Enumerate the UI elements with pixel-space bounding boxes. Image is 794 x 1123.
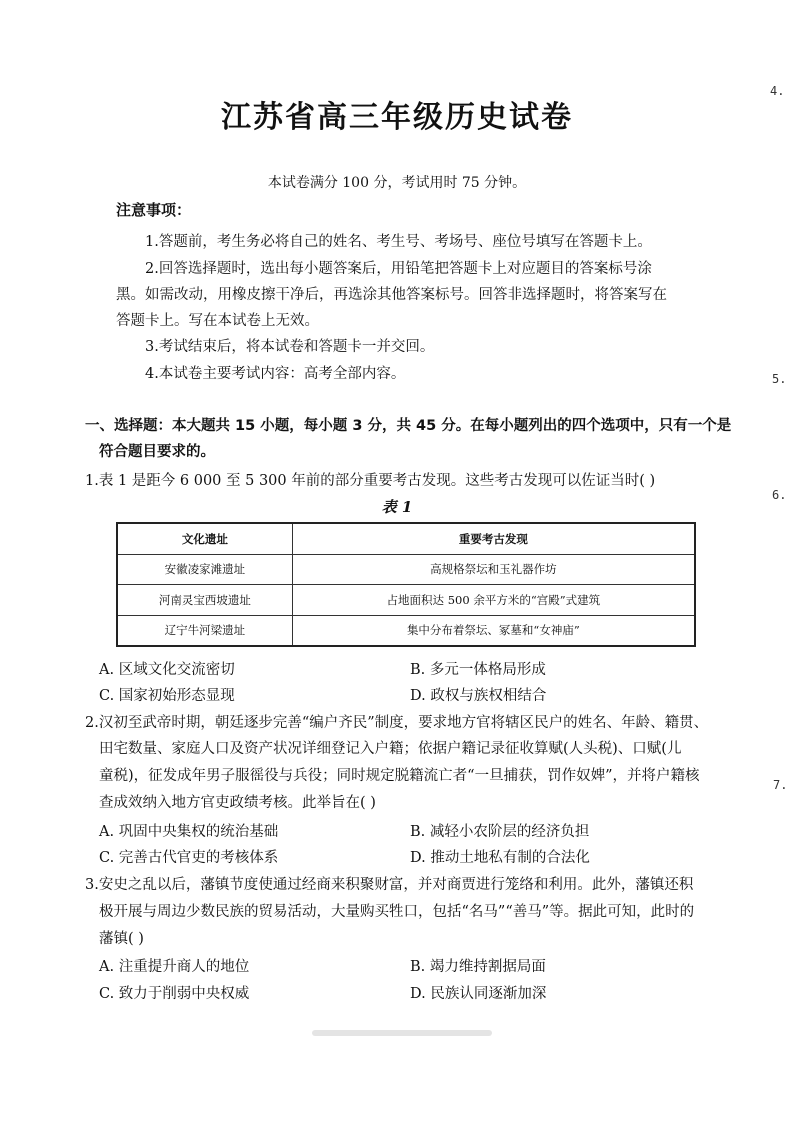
section-heading: 符合题目要求的。 [99,444,215,460]
notice-line: 2.回答选择题时，选出每小题答案后，用铅笔把答题卡上对应题目的答案标号涂 [145,261,652,277]
table-cell: 河南灵宝西坡遗址 [117,585,292,616]
table-row [117,585,695,616]
question-2-stem: 2.汉初至武帝时期，朝廷逐步完善“编户齐民”制度，要求地方官将辖区民户的姓名、年龄、籍贯、 [85,715,709,731]
answer-option: D. 推动土地私有制的合法化 [410,850,590,866]
answer-option: C. 致力于削弱中央权威 [99,986,250,1002]
answer-option: A. 巩固中央集权的统治基础 [99,824,279,840]
notice-line: 4.本试卷主要考试内容：高考全部内容。 [145,366,406,382]
answer-option: B. 减轻小农阶层的经济负担 [410,824,590,840]
question-3-stem: 藩镇( ) [99,931,144,947]
question-3-stem: 极开展与周边少数民族的贸易活动，大量购买牲口，包括“名马”“善马”等。据此可知，此时的 [99,904,695,920]
notice-line: 答题卡上。写在本试卷上无效。 [116,313,319,329]
question-2-stem: 童税)，征发成年男子服徭役与兵役；同时规定脱籍流亡者“一旦捕获，罚作奴婢”，并将户籍核 [99,768,700,784]
table-cell: 安徽凌家滩遗址 [117,554,292,585]
margin-number: 5. [772,372,787,386]
table-cell: 集中分布着祭坛、冢墓和“女神庙” [292,615,695,646]
table-cell: 辽宁牛河梁遗址 [117,615,292,646]
answer-option: D. 政权与族权相结合 [410,688,547,704]
margin-number: 6. [772,488,787,502]
scan-smudge [312,1030,492,1036]
table-row [117,554,695,585]
answer-option: B. 竭力维持割据局面 [410,959,546,975]
question-2-stem: 查成效纳入地方官吏政绩考核。此举旨在( ) [99,795,376,811]
table-cell: 高规格祭坛和玉礼器作坊 [292,554,695,585]
section-heading: 一、选择题：本大题共 15 小题，每小题 3 分，共 45 分。在每小题列出的四个选项中，只有一个是 [85,418,732,434]
table-cell: 占地面积达 500 余平方米的“宫殿”式建筑 [292,585,695,616]
answer-option: B. 多元一体格局形成 [410,662,546,678]
table-header-cell: 文化遗址 [117,523,292,554]
margin-number: 7. [773,778,788,792]
notice-line: 3.考试结束后，将本试卷和答题卡一并交回。 [145,339,435,355]
notice-line: 黑。如需改动，用橡皮擦干净后，再选涂其他答案标号。回答非选择题时，将答案写在 [116,287,667,303]
question-2-stem: 田宅数量、家庭人口及资产状况详细登记入户籍；依据户籍记录征收算赋(人头税)、口赋(儿 [99,741,682,757]
question-1-stem: 1.表 1 是距今 6 000 至 5 300 年前的部分重要考古发现。这些考古发现可以佐证当时( ) [85,473,656,489]
archaeology-table [116,522,696,647]
notice-heading: 注意事项： [116,201,192,219]
exam-info: 本试卷满分 100 分，考试用时 75 分钟。 [267,175,527,191]
table-header-row [117,523,695,554]
table-header-cell: 重要考古发现 [292,523,695,554]
page-title: 江苏省高三年级历史试卷 [221,100,573,135]
answer-option: C. 完善古代官吏的考核体系 [99,850,279,866]
answer-option: D. 民族认同逐渐加深 [410,986,547,1002]
answer-option: A. 注重提升商人的地位 [99,959,250,975]
question-3-stem: 3.安史之乱以后，藩镇节度使通过经商来积聚财富，并对商贾进行笼络和利用。此外，藩镇还积 [85,877,694,893]
answer-option: C. 国家初始形态显现 [99,688,235,704]
answer-option: A. 区域文化交流密切 [99,662,235,678]
margin-number: 4. [770,84,785,98]
table-caption: 表 1 [381,498,413,516]
table-row [117,615,695,646]
notice-line: 1.答题前，考生务必将自己的姓名、考生号、考场号、座位号填写在答题卡上。 [145,234,652,250]
